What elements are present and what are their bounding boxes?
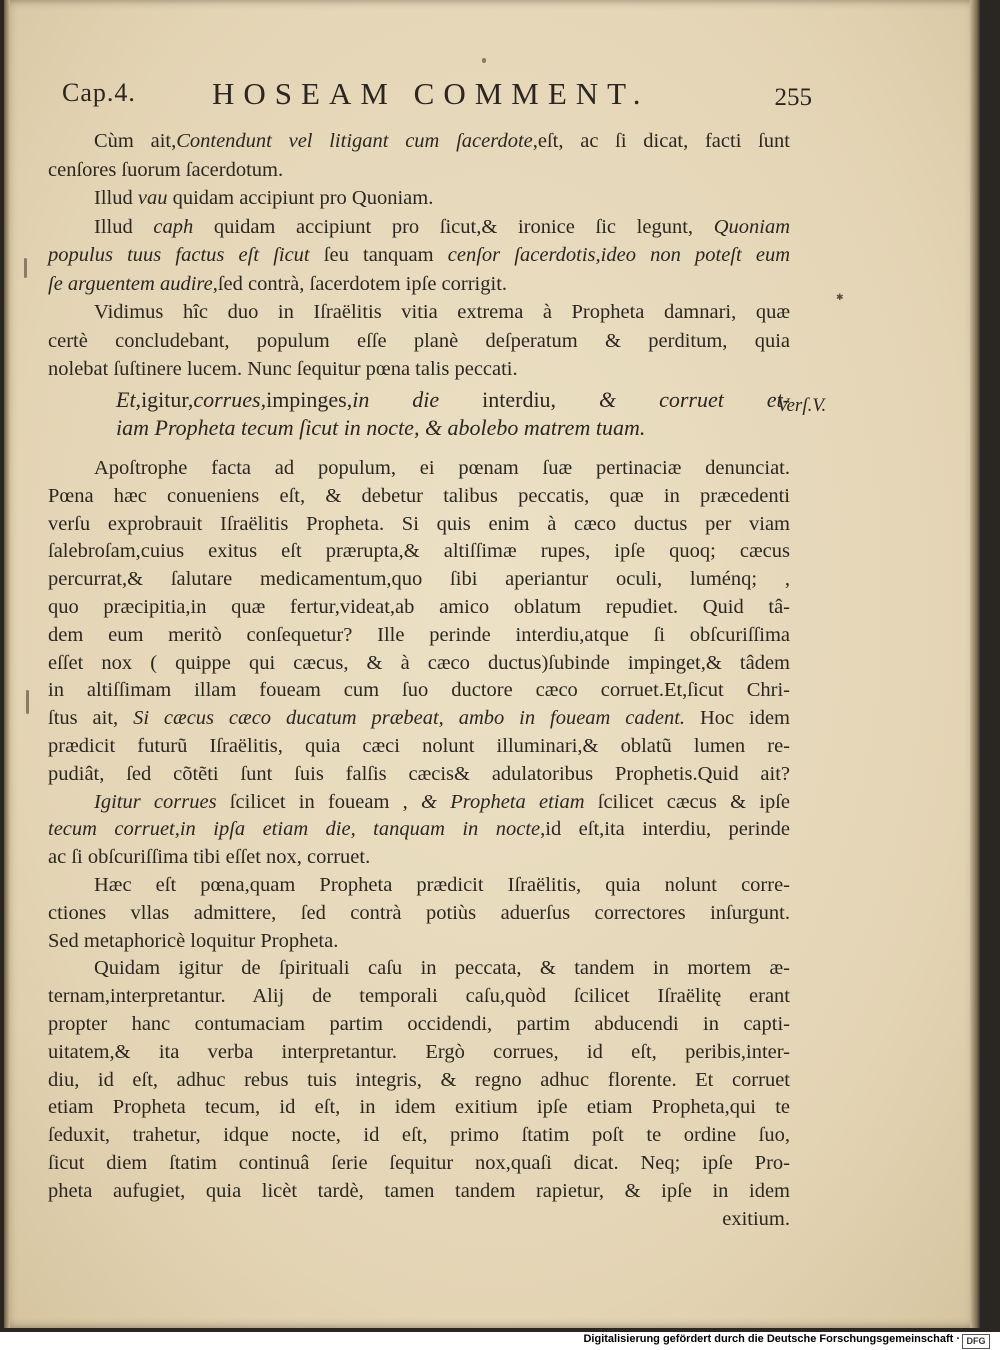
- text-run: Pœna hæc conueniens eſt, & debetur talibus peccatis, quæ in præcedenti: [48, 484, 790, 507]
- paper-fleck: [482, 58, 486, 63]
- text-line: [48, 1178, 790, 1206]
- text-run: pheta aufugiet, quia licèt tardè, tamen tandem rapietur, & ipſe in idem: [48, 1179, 790, 1202]
- dfg-logo: DFG: [962, 1334, 990, 1349]
- text-run: Illud: [94, 187, 138, 209]
- text-run: ſalebroſam,cuius exitus eſt prærupta,& altiſſimæ rupes, ipſe quoq; cæcus: [48, 540, 790, 563]
- text-line: [48, 1094, 790, 1122]
- text-run: prædicit futurũ Iſraëlitis, quia cæci nolunt illuminari,& oblatũ lumen re-: [48, 734, 790, 757]
- text-run: Hoc idem: [685, 707, 791, 730]
- text-line: [48, 213, 790, 242]
- italic-text-run: populus tuus factus eſt ſicut: [48, 244, 310, 266]
- text-line: [48, 789, 790, 817]
- text-line: [48, 455, 790, 483]
- text-run: diu, id eſt, adhuc rebus tuis integris, & regno adhuc florente. Et corruet: [48, 1068, 790, 1091]
- footer-bar: [0, 1332, 1000, 1350]
- text-line: [48, 733, 790, 761]
- margin-star: ✱: [836, 292, 844, 302]
- text-run: Vidimus hîc duo in Iſraëlitis vitia extrema à Propheta damnari, quæ: [94, 301, 790, 323]
- margin-verse-note: Verſ.V.: [777, 395, 827, 416]
- italic-text-run: corrues,: [193, 387, 267, 412]
- paper-fleck: [24, 258, 27, 278]
- verse-line: [48, 386, 790, 414]
- text-run: ctiones vllas admittere, ſed contrà potiùs aduerſus correctores inſurgunt.: [48, 901, 790, 924]
- text-run: Apoſtrophe facta ad populum, ei pœnam ſuæ pertinaciæ denunciat.: [94, 457, 790, 479]
- italic-text-run: Si cæcus cæco ducatum præbeat, ambo in foueam cadent.: [133, 707, 686, 730]
- text-line: [48, 327, 790, 356]
- text-line: [48, 1122, 790, 1150]
- text-line: [48, 761, 790, 789]
- text-run: verſu exprobrauit Iſraëlitis Propheta. Si quis enim à cæco ductus per viam: [48, 512, 790, 535]
- italic-text-run: Contendunt vel litigant cum ſacerdote: [176, 130, 533, 152]
- text-line: [48, 594, 790, 622]
- text-line: [48, 156, 790, 185]
- text-line: [48, 511, 790, 539]
- book-page: [4, 0, 980, 1328]
- text-line: [48, 1150, 790, 1178]
- text-run: Illud: [94, 215, 154, 238]
- text-run: quo præcipitia,in quæ fertur,videat,ab amico oblatum repudiet. Quid tâ-: [48, 595, 790, 618]
- paper-fleck: [26, 690, 29, 714]
- text-line: [48, 622, 790, 650]
- text-run: ſcilicet in foueam ,: [216, 790, 422, 813]
- text-run: igitur,: [141, 387, 194, 412]
- text-line: [48, 844, 790, 872]
- italic-text-run: & Propheta etiam: [421, 790, 585, 813]
- text-line: [48, 677, 790, 705]
- text-run: ſcilicet cæcus & ipſe: [584, 790, 790, 813]
- text-run: impinges,: [266, 387, 353, 412]
- page-number: 255: [774, 84, 812, 111]
- text-run: quidam accipiunt pro ſicut,& ironice ſic legunt,: [193, 215, 714, 238]
- italic-text-run: Quoniam: [713, 215, 790, 238]
- text-run: cenſores ſuorum ſacerdotum.: [48, 158, 284, 181]
- italic-text-run: & corruet et-: [599, 387, 790, 412]
- text-run: certè concludebant, populum eſſe planè deſperatum & perditum, quia: [48, 329, 790, 352]
- text-line: [48, 538, 790, 566]
- text-run: pudiât, ſed cõtẽti ſunt ſuis falſis cæcis& adulatoribus Prophetis.Quid ait?: [48, 762, 790, 785]
- italic-text-run: tecum corruet,in ipſa etiam die, tanquam in nocte: [48, 818, 541, 841]
- text-run: Cùm ait,: [94, 130, 177, 152]
- text-line: [48, 705, 790, 733]
- text-line: [48, 816, 790, 844]
- text-run: Hæc eſt pœna,quam Propheta prædicit Iſraëlitis, quia nolunt corre-: [94, 873, 790, 896]
- text-line: [48, 355, 790, 384]
- text-run: dem eum meritò conſequetur? Ille perinde interdiu,atque ſi obſcuriſſima: [48, 623, 790, 646]
- footer-credit: Digitalisierung gefördert durch die Deutsche Forschungsgemeinschaft ·: [583, 1333, 960, 1345]
- text-line: [48, 1206, 790, 1234]
- text-line: [48, 928, 790, 956]
- verse-line: [48, 414, 790, 442]
- text-run: ,ſed contrà, ſacerdotem ipſe corrigit.: [212, 272, 508, 295]
- text-run: propter hanc contumaciam partim occidendi, partim abducendi in capti-: [48, 1012, 790, 1035]
- text-run: in altiſſimam illam foueam cum ſuo ductore cæco corruet.Et,ſicut Chri-: [48, 679, 790, 702]
- italic-text-run: Igitur corrues: [94, 790, 217, 813]
- page-right-edge: [970, 0, 980, 1328]
- text-line: [48, 650, 790, 678]
- italic-text-run: caph: [153, 215, 194, 238]
- italic-text-run: Et,: [116, 387, 142, 412]
- text-line: [48, 483, 790, 511]
- text-run: uitatem,& ita verba interpretantur. Ergò corrues, id eſt, peribis,inter-: [48, 1040, 790, 1063]
- text-run: ſtus ait,: [48, 707, 134, 730]
- running-header: [62, 76, 812, 118]
- italic-text-run: cenſor ſacerdotis,ideo non poteſt eum: [447, 244, 791, 266]
- text-line: [48, 1011, 790, 1039]
- running-title: HOSEAM COMMENT.: [212, 76, 650, 111]
- italic-text-run: in die: [352, 387, 440, 412]
- text-run: Quidam igitur de ſpirituali caſu in peccata, & tandem in mortem æ-: [94, 957, 790, 980]
- text-line: [48, 127, 790, 156]
- text-run: Sed metaphoricè loquitur Propheta.: [48, 929, 339, 952]
- paragraph-commentary: [48, 455, 790, 1233]
- text-run: interdiu,: [439, 387, 600, 412]
- text-run: etiam Propheta tecum, id eſt, in idem exitium ipſe etiam Propheta,qui te: [48, 1096, 790, 1119]
- text-run: ternam,interpretantur. Alij de temporali caſu,quòd ſcilicet Iſraëlitę erant: [48, 985, 790, 1008]
- text-run: eſſet nox ( quippe qui cæcus, & à cæco ductus)ſubinde impinget,& tâdem: [48, 651, 790, 674]
- text-line: [48, 270, 790, 299]
- text-run: ac ſi obſcuriſſima tibi eſſet nox, corruet.: [48, 846, 371, 869]
- text-run: ſeduxit, trahetur, idque nocte, id eſt, primo ſtatim poſt te ordine ſuo,: [48, 1124, 790, 1147]
- chapter-label: Cap.4.: [62, 78, 136, 107]
- text-run: ,eſt, ac ſi dicat, facti ſunt: [532, 130, 791, 152]
- italic-text-run: iam Propheta tecum ſicut in nocte, & abolebo matrem tuam.: [116, 415, 646, 440]
- text-line: [48, 983, 790, 1011]
- italic-text-run: vau: [137, 187, 168, 209]
- text-line: [48, 241, 790, 270]
- text-run: percurrat,& ſalutare medicamentum,quo ſibi aperiantur oculi, luménq; ,: [48, 568, 790, 591]
- text-run: nolebat ſuſtinere lucem. Nunc ſequitur pœna talis peccati.: [48, 358, 518, 380]
- text-line: [48, 1039, 790, 1067]
- text-run: ſicut diem ſtatim continuâ ſerie ſequitur nox,quaſi dicat. Neq; ipſe Pro-: [48, 1151, 790, 1174]
- italic-text-run: ſe arguentem audire: [48, 272, 213, 295]
- text-line: [48, 184, 790, 213]
- text-line: [48, 872, 790, 900]
- text-run: ,id eſt,ita interdiu, perinde: [540, 818, 790, 841]
- text-line: [48, 1067, 790, 1095]
- text-line: [48, 900, 790, 928]
- text-run: ſeu tanquam: [309, 244, 448, 266]
- text-line: [48, 298, 790, 327]
- page-left-edge: [4, 0, 10, 1328]
- text-line: [48, 566, 790, 594]
- paragraph-intro: [48, 127, 790, 384]
- verse-quotation: [48, 386, 790, 442]
- text-run: quidam accipiunt pro Quoniam.: [167, 187, 434, 209]
- text-run: exitium.: [722, 1207, 790, 1230]
- text-line: [48, 955, 790, 983]
